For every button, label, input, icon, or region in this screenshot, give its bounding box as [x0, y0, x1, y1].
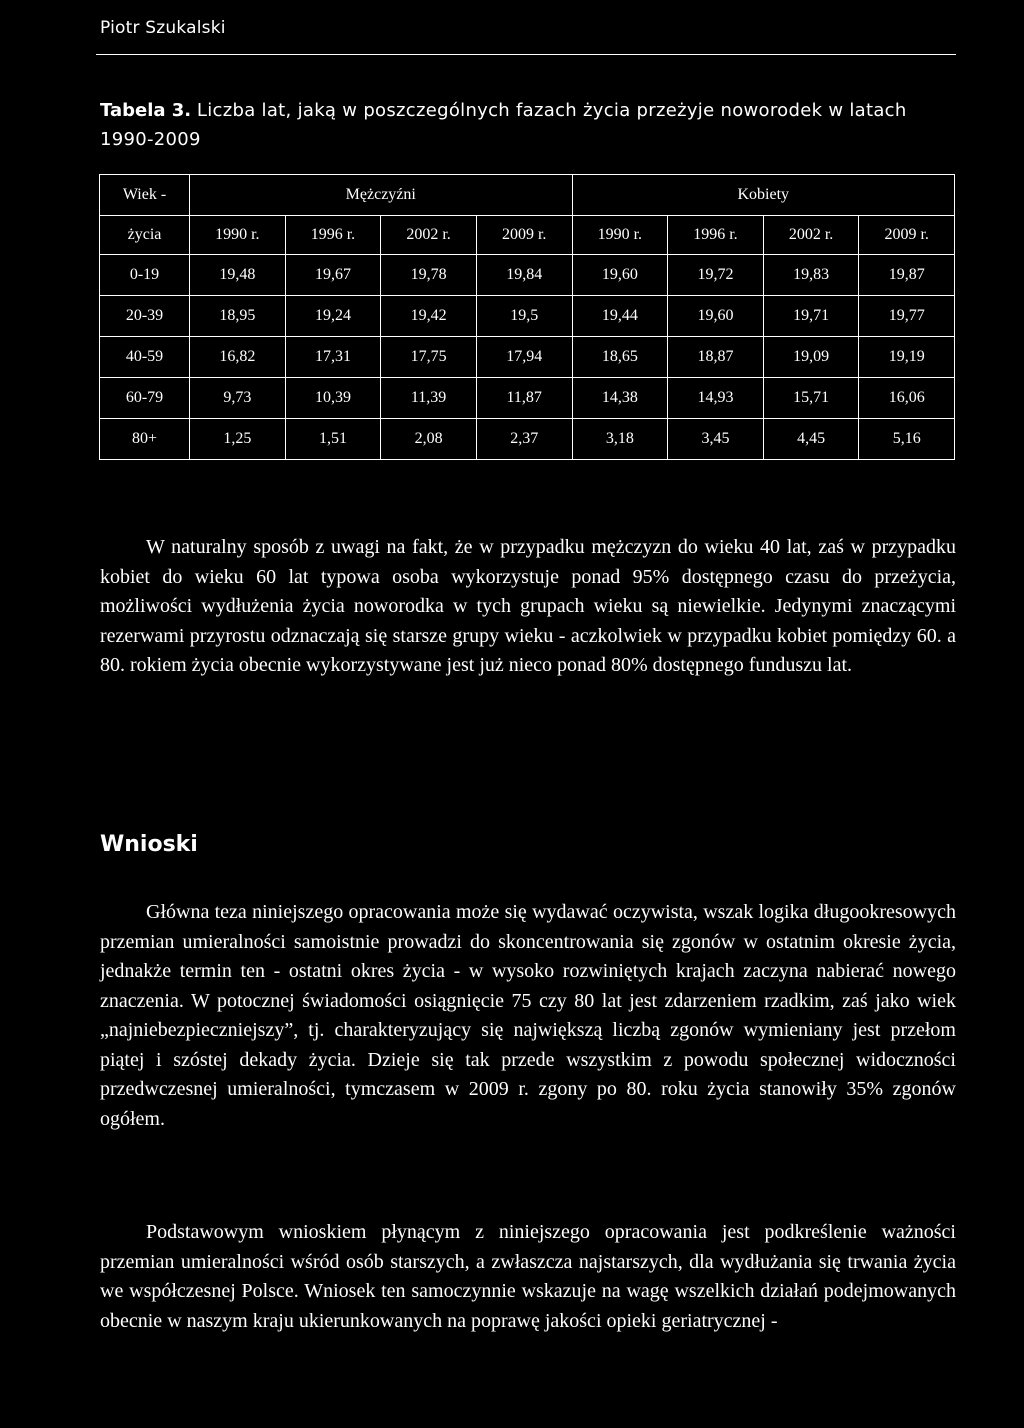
table-cell: 19,09 [763, 337, 859, 378]
table-cell: 19,84 [476, 255, 572, 296]
table-cell: 19,5 [476, 296, 572, 337]
table-cell: 3,45 [668, 419, 764, 460]
table-cell: 16,82 [190, 337, 286, 378]
table-cell: 19,78 [381, 255, 477, 296]
table-cell: 19,24 [285, 296, 381, 337]
age-header-bottom: życia [100, 216, 190, 255]
table-row [100, 296, 955, 337]
body-paragraph: W naturalny sposób z uwagi na fakt, że w przypadku mężczyzn do wieku 40 lat, zaś w przypadku kobiet do wieku 60 lat typowa osoba wykorzystuje ponad 95% dostępnego czasu do przeżycia, możliwości wydłużenia życia noworodka w tych grupach wieku są niewielkie. Jedynymi znaczącymi rezerwami przyrostu odznaczają się starsze grupy wieku - aczkolwiek w przypadku kobiet pomiędzy 60. a 80. rokiem życia obecnie wykorzystywane jest już nieco ponad 80% dostępnego funduszu lat. [100, 536, 956, 676]
table-cell: 19,42 [381, 296, 477, 337]
table-row [100, 255, 955, 296]
table-row [100, 337, 955, 378]
table-cell: 14,38 [572, 378, 668, 419]
section-heading: Wnioski [100, 832, 198, 857]
table-cell: 19,44 [572, 296, 668, 337]
year-header: 2009 r. [476, 216, 572, 255]
group-header-women: Kobiety [572, 175, 955, 216]
age-header-top: Wiek - [100, 175, 190, 216]
year-header: 1996 r. [668, 216, 764, 255]
year-header: 2002 r. [763, 216, 859, 255]
table-cell: 10,39 [285, 378, 381, 419]
table-caption-text: Liczba lat, jaką w poszczególnych fazach życia przeżyje noworodek w latach 1990-2009 [100, 100, 907, 150]
table-cell: 19,60 [572, 255, 668, 296]
table-cell: 19,83 [763, 255, 859, 296]
table-cell: 19,77 [859, 296, 955, 337]
life-years-table [99, 174, 955, 460]
age-group-cell: 20-39 [100, 296, 190, 337]
year-header: 2002 r. [381, 216, 477, 255]
table-cell: 1,25 [190, 419, 286, 460]
table-cell: 19,19 [859, 337, 955, 378]
group-header-men: Mężczyźni [190, 175, 573, 216]
table-cell: 16,06 [859, 378, 955, 419]
table-cell: 17,94 [476, 337, 572, 378]
table-cell: 19,60 [668, 296, 764, 337]
table-cell: 2,37 [476, 419, 572, 460]
table-cell: 3,18 [572, 419, 668, 460]
table-cell: 14,93 [668, 378, 764, 419]
table-header-row-years [100, 216, 955, 255]
table-row [100, 419, 955, 460]
body-paragraph: Główna teza niniejszego opracowania może się wydawać oczywista, wszak logika długookresowych przemian umieralności samoistnie prowadzi do skoncentrowania się zgonów w ostatnim okresie życia, jednakże termin ten - ostatni okres życia - w wysoko rozwiniętych krajach zaczyna nabierać nowego znaczenia. W potocznej świadomości osiągnięcie 75 czy 80 lat jest zdarzeniem rzadkim, zaś jako wiek „najniebezpieczniejszy”, tj. charakteryzujący się największą liczbą zgonów wymieniany jest przełom piątej i szóstej dekady życia. Dzieje się tak przede wszystkim z powodu społecznej widoczności przedwczesnej umieralności, tymczasem w 2009 r. zgony po 80. roku życia stanowiły 35% zgonów ogółem. [100, 901, 956, 1130]
table-cell: 1,51 [285, 419, 381, 460]
year-header: 1990 r. [190, 216, 286, 255]
year-header: 1990 r. [572, 216, 668, 255]
table-cell: 17,75 [381, 337, 477, 378]
age-group-cell: 60-79 [100, 378, 190, 419]
table-cell: 18,95 [190, 296, 286, 337]
year-header: 2009 r. [859, 216, 955, 255]
table-cell: 11,87 [476, 378, 572, 419]
table-header-row-groups [100, 175, 955, 216]
running-head-author: Piotr Szukalski [100, 18, 226, 38]
age-group-cell: 0-19 [100, 255, 190, 296]
table-cell: 5,16 [859, 419, 955, 460]
table-cell: 11,39 [381, 378, 477, 419]
age-group-cell: 40-59 [100, 337, 190, 378]
table-cell: 19,48 [190, 255, 286, 296]
table-cell: 17,31 [285, 337, 381, 378]
table-row [100, 378, 955, 419]
table-cell: 2,08 [381, 419, 477, 460]
table-cell: 19,71 [763, 296, 859, 337]
age-group-cell: 80+ [100, 419, 190, 460]
table-cell: 19,87 [859, 255, 955, 296]
year-header: 1996 r. [285, 216, 381, 255]
table-cell: 18,65 [572, 337, 668, 378]
table-cell: 9,73 [190, 378, 286, 419]
table-cell: 18,87 [668, 337, 764, 378]
table-caption-label: Tabela 3. [100, 100, 192, 121]
header-rule [96, 54, 956, 55]
table-cell: 15,71 [763, 378, 859, 419]
table-cell: 4,45 [763, 419, 859, 460]
table-cell: 19,72 [668, 255, 764, 296]
table-cell: 19,67 [285, 255, 381, 296]
body-paragraph: Podstawowym wnioskiem płynącym z niniejszego opracowania jest podkreślenie ważności przemian umieralności wśród osób starszych, a zwłaszcza najstarszych, dla wydłużania się trwania życia we współczesnej Polsce. Wniosek ten samoczynnie wskazuje na wagę wszelkich działań podejmowanych obecnie w naszym kraju ukierunkowanych na poprawę jakości opieki geriatrycznej - [100, 1221, 956, 1332]
table-caption [100, 96, 960, 154]
